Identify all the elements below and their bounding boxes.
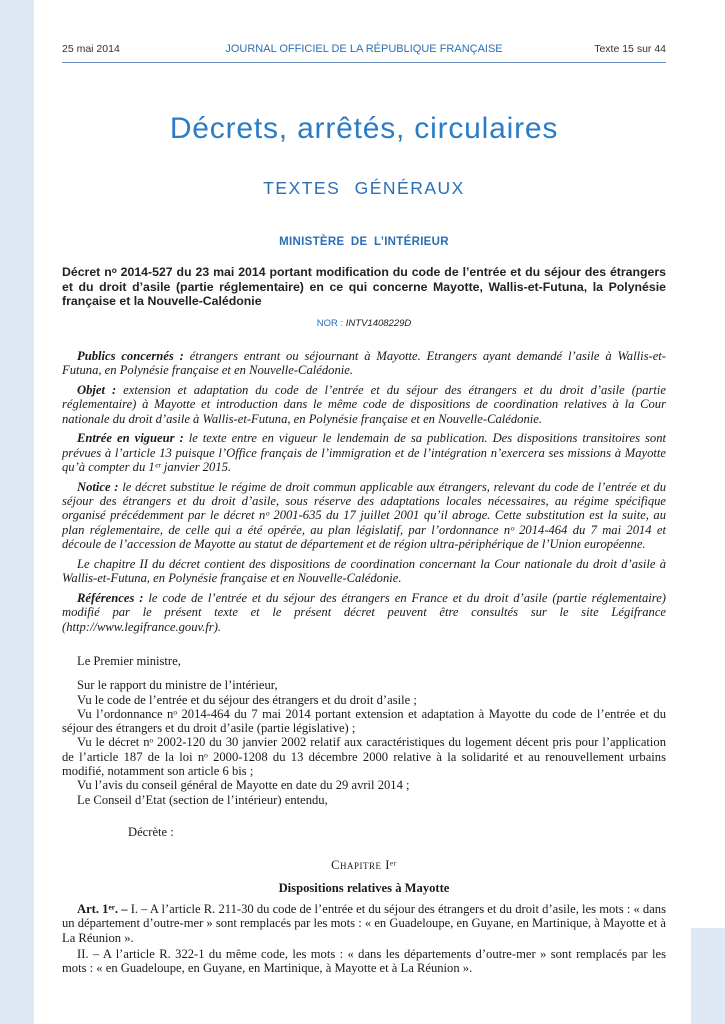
body-paragraph: Vu le décret nᵒ 2002-120 du 30 janvier 2002 relatif aux caractéristiques du logement décent pris pour l’application de l’article 187 de la loi nᵒ 2000-1208 du 13 décembre 2000 relative à la solidarité et au renouvellement urbains modifié, notamment son article 6 bis ; [62,735,666,779]
summary-text: le code de l’entrée et du séjour des étrangers en France et du droit d’asile (partie réglementaire) modifié par le présent texte et le présent décret peuvent être consultés sur le site Légifrance (http://www.legifrance.gouv.fr). [62,590,666,634]
sub-title: TEXTES GÉNÉRAUX [263,178,465,198]
summary-text: Le chapitre II du décret contient des dispositions de coordination concernant la Cour nationale du droit d’asile à Wallis-et-Futuna, en Polynésie française et en Nouvelle-Calédonie. [62,556,666,586]
article-paragraph [62,902,666,945]
body-paragraph: Vu l’ordonnance nᵒ 2014-464 du 7 mai 2014 portant extension et adaptation à Mayotte du code de l’entrée et du séjour des étrangers et du droit d’asile (partie législative) ; [62,706,666,736]
header-text-number: Texte 15 sur 44 [594,43,666,55]
chapter-label: Chapitre Iᵉʳ [331,858,397,872]
header-rule [62,62,666,63]
summary-paragraph [62,591,666,634]
summary-text: extension et adaptation du code de l’entrée et du séjour des étrangers et du droit d’asile (partie réglementaire) à Mayotte et introduction dans le même code de dispositions de coordination relatives à la Cour nationale du droit d’asile à Wallis-et-Futuna, en Polynésie française et en Nouvelle-Calédonie. [62,383,666,426]
header-date: 25 mai 2014 [62,43,120,55]
body-paragraph: Le Premier ministre, [77,654,181,668]
summary-block [62,349,666,639]
summary-paragraph [62,431,666,474]
decrete-line: Décrète : [128,825,174,839]
summary-text: le texte entre en vigueur le lendemain de sa publication. Des dispositions transitoires sont prévues à l’article 13 puisque l’Office français de l’immigration et de l’intégration n’exercera ses missions à Mayotte qu’à compter du 1ᵉʳ janvier 2015. [62,431,666,475]
summary-label: Entrée en vigueur : [77,431,184,446]
summary-paragraph [62,557,666,586]
article-1 [62,902,666,977]
summary-paragraph [62,349,666,378]
ministry-heading: MINISTÈRE DE L’INTÉRIEUR [279,236,449,248]
summary-text: étrangers entrant ou séjournant à Mayotte. Etrangers ayant demandé l’asile à Wallis-et-Futuna, en Polynésie française et en Nouvelle-Calédonie. [62,349,666,378]
body-paragraph: Vu l’avis du conseil général de Mayotte en date du 29 avril 2014 ; [77,778,410,793]
body-paragraph: Vu le code de l’entrée et du séjour des étrangers et du droit d’asile ; [77,692,417,707]
decree-body [62,654,666,807]
chapter-heading [62,858,666,873]
body-paragraph: Sur le rapport du ministre de l’intérieur, [77,678,278,693]
page-header [62,43,666,59]
summary-paragraph [62,480,666,551]
summary-paragraph [62,383,666,426]
section-title: Décrets, arrêtés, circulaires [169,112,559,145]
nor-reference [62,318,666,329]
summary-label: Notice : [77,479,119,494]
right-margin-tab [691,928,725,1024]
body-paragraph: Le Conseil d’Etat (section de l’intérieur) entendu, [77,792,328,807]
nor-label: NOR : [316,318,344,329]
decree-title: Décret nᵒ 2014-527 du 23 mai 2014 portant modification du code de l’entrée et du séjour des étrangers et du droit d’asile (partie réglementaire) en ce qui concerne Mayotte, Wallis-et-Futuna, la Polynésie française et la Nouvelle-Calédonie [62,265,666,308]
summary-label: Objet : [77,383,117,398]
left-margin-band [0,0,34,1024]
summary-label: Publics concernés : [77,349,184,363]
summary-text: le décret substitue le régime de droit commun applicable aux étrangers, relevant du code de l’entrée et du séjour des étrangers et du droit d’asile, sous réserve des adaptations locales nécessaires, au régime spécifique organisé précédemment par le décret nᵒ 2001-635 du 17 juillet 2001 qu’il abroge. Cette substitution est la suite, au plan réglementaire, de celle qui a été opérée, au plan législatif, par l’ordonnance nᵒ 2014-464 du 7 mai 2014 et découle de l’accession de Mayotte au statut de département et de région ultra-périphérique de l’Union européenne. [62,479,667,552]
article-paragraph: II. – A l’article R. 322-1 du même code, les mots : « dans les départements d’outre-mer » sont remplacés par les mots : « en Guadeloupe, en Guyane, en Martinique, à Mayotte et à La Réunion ». [62,946,666,976]
article-label: Art. 1ᵉʳ. – [77,902,128,916]
header-journal-title: JOURNAL OFFICIEL DE LA RÉPUBLIQUE FRANÇAISE [225,43,503,55]
nor-value: INTV1408229D [345,318,412,329]
chapter-title: Dispositions relatives à Mayotte [278,881,450,895]
summary-label: Références : [77,590,144,605]
article-text: I. – A l’article R. 211-30 du code de l’entrée et du séjour des étrangers et du droit d’asile, les mots : « dans un département d’outre-mer » sont remplacés par les mots : « en Guadeloupe, en Guyane, en Martinique, à Mayotte et à La Réunion ». [62,902,667,945]
